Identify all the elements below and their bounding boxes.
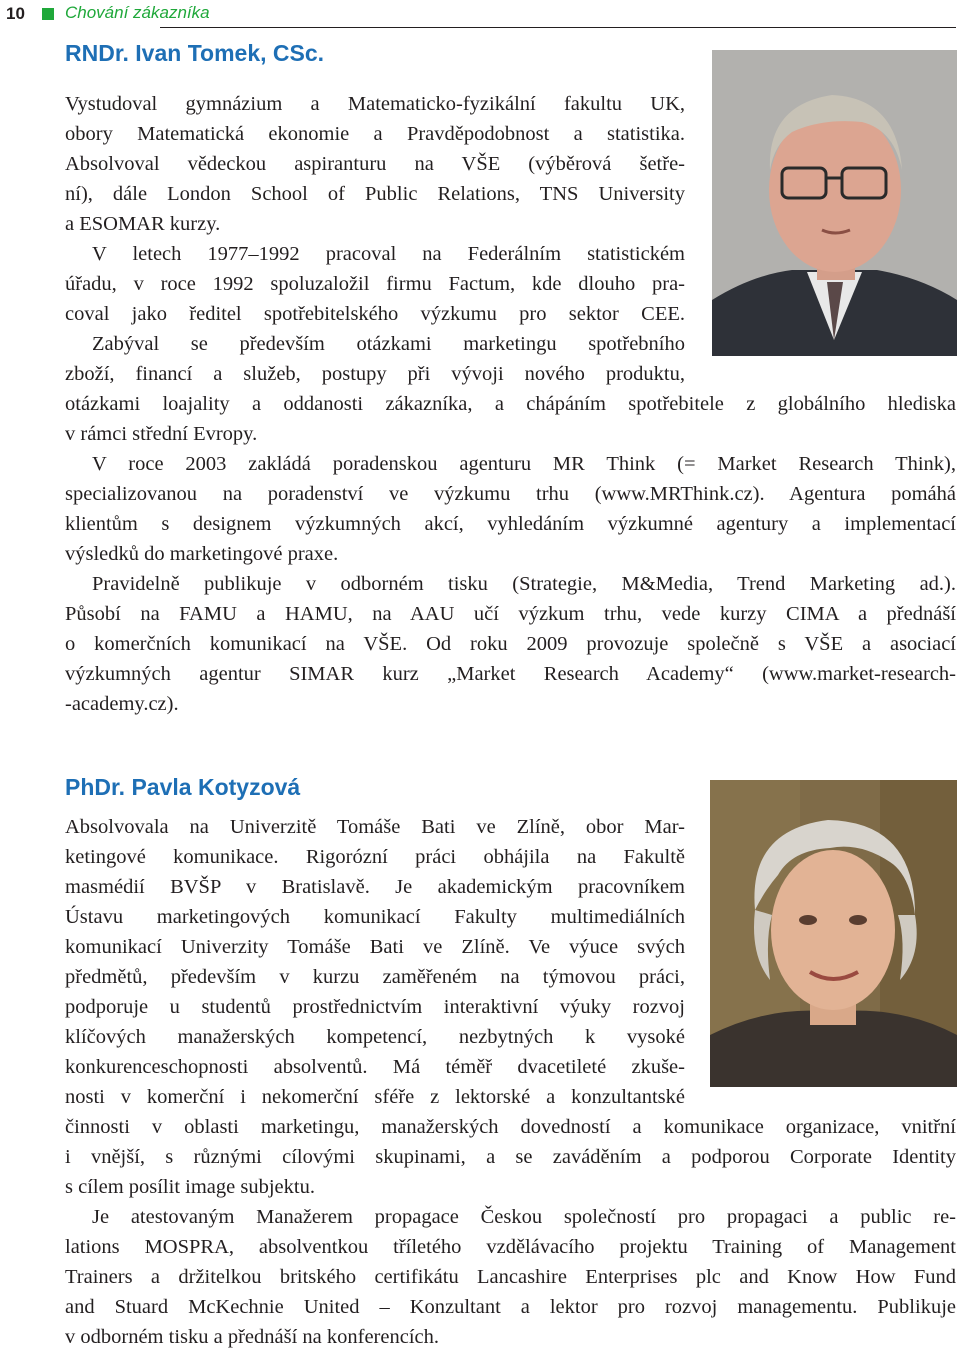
- bio-line: činnosti v oblasti marketingu, manažerských dovedností a komunikace organizace, vnitřní: [65, 1116, 956, 1138]
- portrait-photo-woman: [710, 780, 957, 1087]
- bio-line: V roce 2003 zakládá poradenskou agenturu MR Think (= Market Research Think),: [92, 453, 956, 475]
- section-marker-icon: [42, 8, 54, 20]
- bio-line: zboží, financí a služeb, postupy při vývoji nového produktu,: [65, 363, 685, 385]
- bio-line: specializovanou na poradenství ve výzkumu trhu (www.MRThink.cz). Agentura pomáhá: [65, 483, 956, 505]
- bio-line: Pravidelně publikuje v odborném tisku (Strategie, M&Media, Trend Marketing ad.).: [92, 573, 956, 595]
- bio-line: otázkami loajality a oddanosti zákazníka, a chápáním spotřebitele z globálního hlediska: [65, 393, 956, 415]
- bio-line: o komerčních komunikací na VŠE. Od roku 2009 provozuje společně s VŠE a asociací: [65, 633, 956, 655]
- bio-line: konkurenceschopnosti absolventů. Má téměř dvacetileté zkuše-: [65, 1056, 685, 1078]
- person-name: RNDr. Ivan Tomek, CSc.: [65, 40, 325, 66]
- bio-line: Absolvoval vědeckou aspiranturu na VŠE (výběrová šetře-: [65, 153, 685, 175]
- bio-line: komunikací Univerzity Tomáše Bati ve Zlíně. Ve výuce svých: [65, 936, 685, 958]
- section-title: Chování zákazníka: [65, 3, 210, 22]
- page-header: [0, 0, 960, 30]
- bio-line: nosti v komerční i nekomerční sféře z lektorské a konzultantské: [65, 1086, 685, 1108]
- bio-line: -academy.cz).: [65, 693, 179, 715]
- bio-line: předmětů, především v kurzu zaměřeném na týmovou práci,: [65, 966, 685, 988]
- bio-line: výsledků do marketingové praxe.: [65, 543, 339, 565]
- bio-line: ketingové komunikace. Rigorózní práci obhájila na Fakultě: [65, 846, 685, 868]
- bio-line: masmédií BVŠP v Bratislavě. Je akademickým pracovníkem: [65, 876, 685, 898]
- bio-line: v rámci střední Evropy.: [65, 423, 258, 445]
- bio-line: v odborném tisku a přednáší na konferencích.: [65, 1326, 440, 1348]
- bio-line: Zabýval se především otázkami marketingu spotřebního: [92, 333, 685, 355]
- bio-line: podporuje u studentů prostřednictvím interaktivní výuky rozvoj: [65, 996, 685, 1018]
- bio-line: i vnější, s různými cílovými skupinami, a se zaváděním a podporou Corporate Identity: [65, 1146, 956, 1168]
- bio-line: klientům s designem výzkumných akcí, vyhledáním výzkumné agentury a implementací: [65, 513, 956, 535]
- bio-line: ní), dále London School of Public Relations, TNS University: [65, 183, 685, 205]
- bio-line: Vystudoval gymnázium a Matematicko-fyzikální fakultu UK,: [65, 93, 685, 115]
- bio-line: obory Matematická ekonomie a Pravděpodobnost a statistika.: [65, 123, 685, 145]
- bio-line: Je atestovaným Manažerem propagace Českou společností pro propagaci a public re-: [92, 1206, 956, 1228]
- person-name: PhDr. Pavla Kotyzová: [65, 774, 301, 800]
- bio-line: lations MOSPRA, absolventkou tříletého vzdělávacího projektu Training of Management: [65, 1236, 956, 1258]
- bio-line: a ESOMAR kurzy.: [65, 213, 221, 235]
- bio-line: coval jako ředitel spotřebitelského výzkumu pro sektor CEE.: [65, 303, 685, 325]
- bio-line: V letech 1977–1992 pracoval na Federálním statistickém: [92, 243, 685, 265]
- bio-line: úřadu, v roce 1992 spoluzaložil firmu Factum, kde dlouho pra-: [65, 273, 685, 295]
- bio-line: Ústavu marketingových komunikací Fakulty multimediálních: [65, 906, 685, 928]
- header-rule: [160, 27, 956, 28]
- bio-line: Trainers a držitelkou britského certifikátu Lancashire Enterprises plc and Know How Fund: [65, 1266, 956, 1288]
- bio-line: Působí na FAMU a HAMU, na AAU učí výzkum trhu, vede kurzy CIMA a přednáší: [65, 603, 956, 625]
- bio-line: výzkumných agentur SIMAR kurz „Market Research Academy“ (www.market-research-: [65, 663, 956, 685]
- bio-line: klíčových manažerských kompetencí, nezbytných k vysoké: [65, 1026, 685, 1048]
- portrait-photo-man: [712, 50, 957, 356]
- bio-line: Absolvovala na Univerzitě Tomáše Bati ve Zlíně, obor Mar-: [65, 816, 685, 838]
- bio-line: s cílem posílit image subjektu.: [65, 1176, 315, 1198]
- bio-line: and Stuard McKechnie United – Konzultant a lektor pro rozvoj managementu. Publikuje: [65, 1296, 956, 1318]
- page-number: 10: [6, 4, 25, 23]
